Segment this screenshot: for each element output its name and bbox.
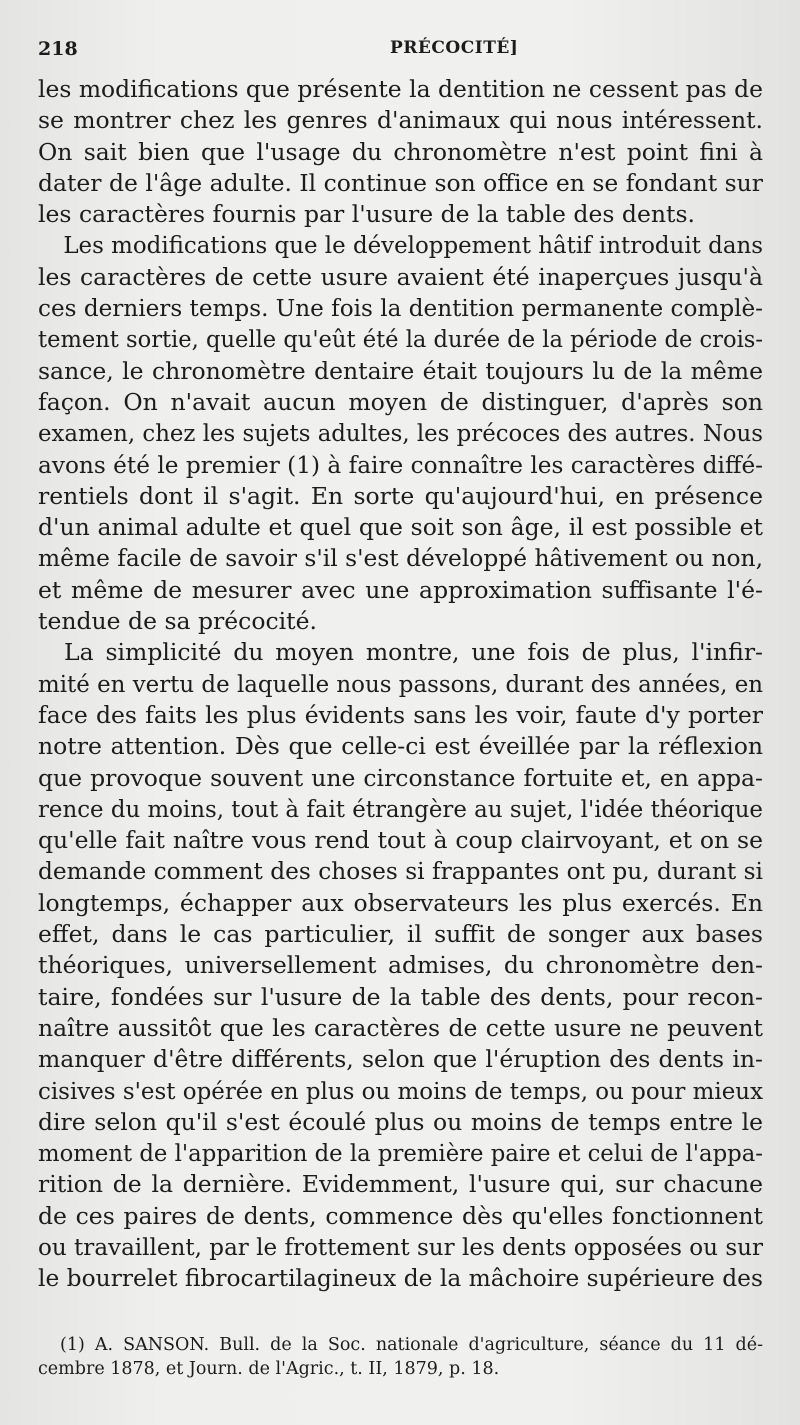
text-line: On sait bien que l'usage du chronomètre n'est point fini à xyxy=(38,137,763,166)
text-line: tement sortie, quelle qu'eût été la durée de la période de crois- xyxy=(38,325,764,354)
text-line: manquer d'être différents, selon que l'éruption des dents in- xyxy=(38,1045,763,1074)
text-line: La simplicité du moyen montre, une fois de plus, l'infir- xyxy=(64,638,763,667)
text-line: sance, le chronomètre dentaire était toujours lu de la même xyxy=(38,356,763,385)
page-number: 218 xyxy=(38,38,78,60)
text-line: notre attention. Dès que celle-ci est éveillée par la réflexion xyxy=(38,732,763,761)
text-line: même facile de savoir s'il s'est développé hâtivement ou non, xyxy=(38,544,764,573)
text-line: les modifications que présente la dentition ne cessent pas de xyxy=(38,75,763,103)
text-line: façon. On n'avait aucun moyen de distinguer, d'après son xyxy=(38,387,763,416)
footnote-line: cembre 1878, et Journ. de l'Agric., t. II, 1879, p. 18. xyxy=(38,1359,500,1379)
footnote xyxy=(38,1333,763,1381)
text-line: mité en vertu de laquelle nous passons, durant des années, en xyxy=(38,669,764,698)
text-line: de ces paires de dents, commence dès qu'elles fonctionnent xyxy=(38,1201,763,1230)
footnote-line: (1) A. SANSON. Bull. de la Soc. nationale d'agriculture, séance du 11 dé- xyxy=(60,1335,763,1355)
text-line: longtemps, échapper aux observateurs les plus exercés. En xyxy=(38,888,763,917)
paragraph-3 xyxy=(38,637,763,1294)
text-line: et même de mesurer avec une approximation suffisante l'é- xyxy=(38,575,763,604)
text-line: le bourrelet fibrocartilagineux de la mâchoire supérieure des xyxy=(38,1264,763,1293)
text-line: avons été le premier (1) à faire connaître les caractères diffé- xyxy=(38,450,764,479)
running-head: PRÉCOCITÉ] xyxy=(390,38,519,58)
text-line: cisives s'est opérée en plus ou moins de temps, ou pour mieux xyxy=(38,1076,764,1105)
text-line: ou travaillent, par le frottement sur les dents opposées ou sur xyxy=(38,1232,764,1261)
text-line: face des faits les plus évidents sans les voir, faute d'y porter xyxy=(38,700,763,729)
text-line: examen, chez les sujets adultes, les précoces des autres. Nous xyxy=(38,419,763,448)
text-line: rentiels dont il s'agit. En sorte qu'aujourd'hui, en présence xyxy=(38,481,763,510)
paragraph-2 xyxy=(38,230,763,637)
text-line: qu'elle fait naître vous rend tout à coup clairvoyant, et on se xyxy=(38,826,763,855)
text-line: tendue de sa précocité. xyxy=(38,607,317,636)
text-line: dater de l'âge adulte. Il continue son office en se fondant sur xyxy=(38,168,763,197)
body-text xyxy=(38,74,763,1295)
text-line: rence du moins, tout à fait étrangère au sujet, l'idée théorique xyxy=(38,794,763,823)
text-line: ces derniers temps. Une fois la dentition permanente complè- xyxy=(38,294,763,323)
text-line: se montrer chez les genres d'animaux qui nous intéressent. xyxy=(38,106,763,135)
paragraph-1 xyxy=(38,74,763,230)
text-line: naître aussitôt que les caractères de cette usure ne peuvent xyxy=(38,1013,763,1042)
text-line: demande comment des choses si frappantes ont pu, durant si xyxy=(38,857,763,886)
text-line: les caractères de cette usure avaient été inaperçues jusqu'à xyxy=(38,262,763,291)
text-line: moment de l'apparition de la première paire et celui de l'appa- xyxy=(38,1139,763,1168)
text-line: que provoque souvent une circonstance fortuite et, en appa- xyxy=(38,763,763,792)
text-line: taire, fondées sur l'usure de la table des dents, pour recon- xyxy=(38,982,763,1011)
text-line: rition de la dernière. Evidemment, l'usure qui, sur chacune xyxy=(38,1170,763,1199)
text-line: dire selon qu'il s'est écoulé plus ou moins de temps entre le xyxy=(38,1107,763,1136)
text-line: effet, dans le cas particulier, il suffit de songer aux bases xyxy=(38,920,763,949)
text-line: d'un animal adulte et quel que soit son âge, il est possible et xyxy=(38,513,763,542)
text-line: théoriques, universellement admises, du chronomètre den- xyxy=(38,951,763,980)
text-line: les caractères fournis par l'usure de la table des dents. xyxy=(38,200,695,229)
text-line: Les modifications que le développement hâtif introduit dans xyxy=(63,231,764,260)
page-header xyxy=(38,38,760,70)
